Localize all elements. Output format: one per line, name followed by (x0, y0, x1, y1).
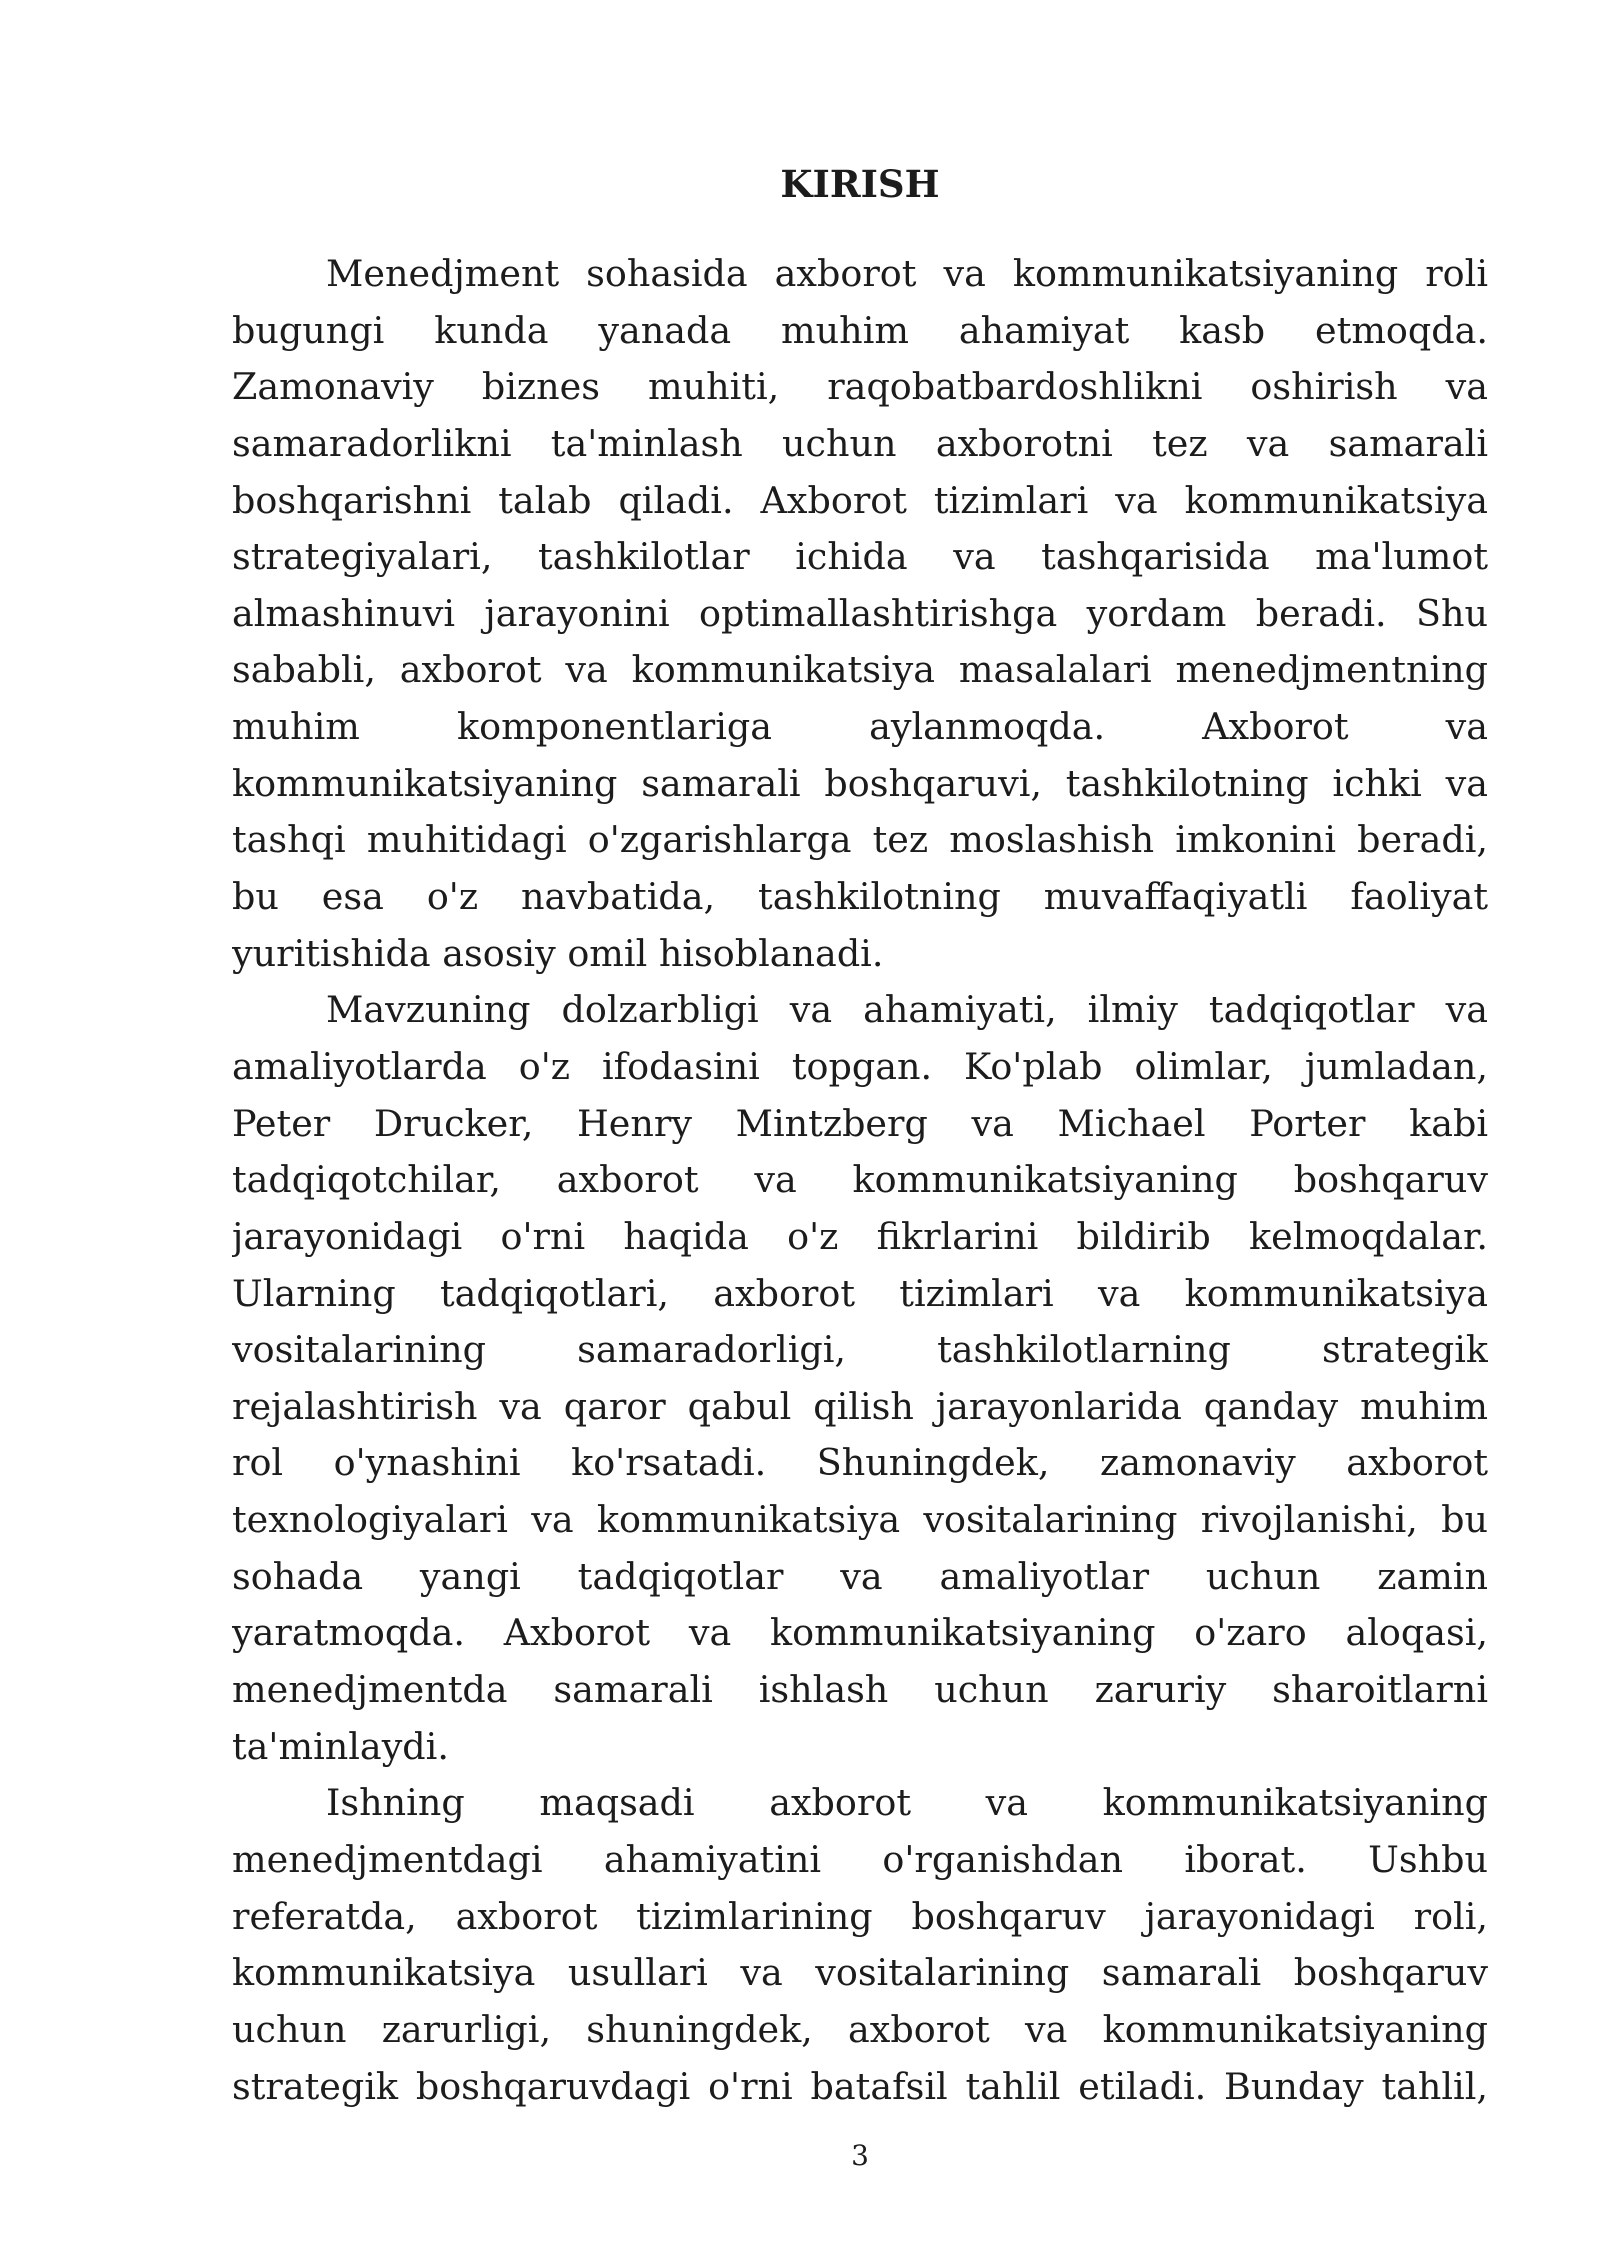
paragraph-intro (232, 246, 1488, 982)
text-line: Mavzuning dolzarbligi va ahamiyati, ilmiy tadqiqotlar va (326, 988, 1488, 1032)
text-line: Ularning tadqiqotlari, axborot tizimlari va kommunikatsiya (232, 1271, 1488, 1315)
paragraph-relevance (232, 982, 1488, 1775)
text-line: kommunikatsiyaning samarali boshqaruvi, tashkilotning ichki va (232, 761, 1488, 805)
text-line: menedjmentda samarali ishlash uchun zaruriy sharoitlarni (232, 1668, 1488, 1712)
text-line: Ishning maqsadi axborot va kommunikatsiyaning (326, 1781, 1488, 1825)
text-line: almashinuvi jarayonini optimallashtirishga yordam beradi. Shu (232, 591, 1488, 635)
text-line: strategik boshqaruvdagi o'rni batafsil tahlil etiladi. Bunday tahlil, (232, 2064, 1488, 2108)
section-heading: KIRISH (780, 162, 940, 206)
text-line: referatda, axborot tizimlarining boshqaruv jarayonidagi roli, (232, 1894, 1488, 1938)
text-line: yuritishida asosiy omil hisoblanadi. (232, 931, 884, 975)
text-line: sababli, axborot va kommunikatsiya masalalari menedjmentning (232, 648, 1488, 692)
text-line: vositalarining samaradorligi, tashkilotlarning strategik (232, 1328, 1488, 1372)
text-line: bu esa o'z navbatida, tashkilotning muvaffaqiyatli faoliyat (232, 875, 1488, 919)
text-line: Menedjment sohasida axborot va kommunikatsiyaning roli (326, 252, 1488, 295)
text-line: jarayonidagi o'rni haqida o'z fikrlarini bildirib kelmoqdalar. (232, 1214, 1488, 1258)
text-line: ta'minlaydi. (232, 1724, 449, 1768)
page-number: 3 (851, 2139, 869, 2172)
text-line: rejalashtirish va qaror qabul qilish jarayonlarida qanday muhim (232, 1384, 1488, 1428)
text-line: boshqarishni talab qiladi. Axborot tizimlari va kommunikatsiya (232, 478, 1488, 522)
text-line: amaliyotlarda o'z ifodasini topgan. Ko'plab olimlar, jumladan, (232, 1044, 1488, 1088)
text-line: strategiyalari, tashkilotlar ichida va tashqarisida ma'lumot (232, 535, 1488, 579)
paragraph-goal (232, 1775, 1488, 2115)
text-line: samaradorlikni ta'minlash uchun axborotni tez va samarali (232, 421, 1488, 465)
text-line: bugungi kunda yanada muhim ahamiyat kasb etmoqda. (232, 308, 1488, 352)
text-line: Peter Drucker, Henry Mintzberg va Michael Porter kabi (232, 1101, 1488, 1145)
text-line: yaratmoqda. Axborot va kommunikatsiyaning o'zaro aloqasi, (232, 1611, 1488, 1655)
text-line: tadqiqotchilar, axborot va kommunikatsiyaning boshqaruv (232, 1158, 1488, 1202)
text-line: kommunikatsiya usullari va vositalarining samarali boshqaruv (232, 1951, 1488, 1995)
text-line: uchun zarurligi, shuningdek, axborot va kommunikatsiyaning (232, 2007, 1488, 2051)
text-line: rol o'ynashini ko'rsatadi. Shuningdek, zamonaviy axborot (232, 1441, 1488, 1485)
text-line: sohada yangi tadqiqotlar va amaliyotlar uchun zamin (232, 1554, 1488, 1598)
body-text (232, 246, 1488, 2115)
text-line: Zamonaviy biznes muhiti, raqobatbardoshlikni oshirish va (232, 365, 1488, 409)
text-line: tashqi muhitidagi o'zgarishlarga tez moslashish imkonini beradi, (232, 818, 1488, 862)
text-line: texnologiyalari va kommunikatsiya vositalarining rivojlanishi, bu (232, 1498, 1488, 1542)
text-line: muhim komponentlariga aylanmoqda. Axborot va (232, 705, 1488, 749)
text-line: menedjmentdagi ahamiyatini o'rganishdan iborat. Ushbu (232, 1837, 1488, 1881)
